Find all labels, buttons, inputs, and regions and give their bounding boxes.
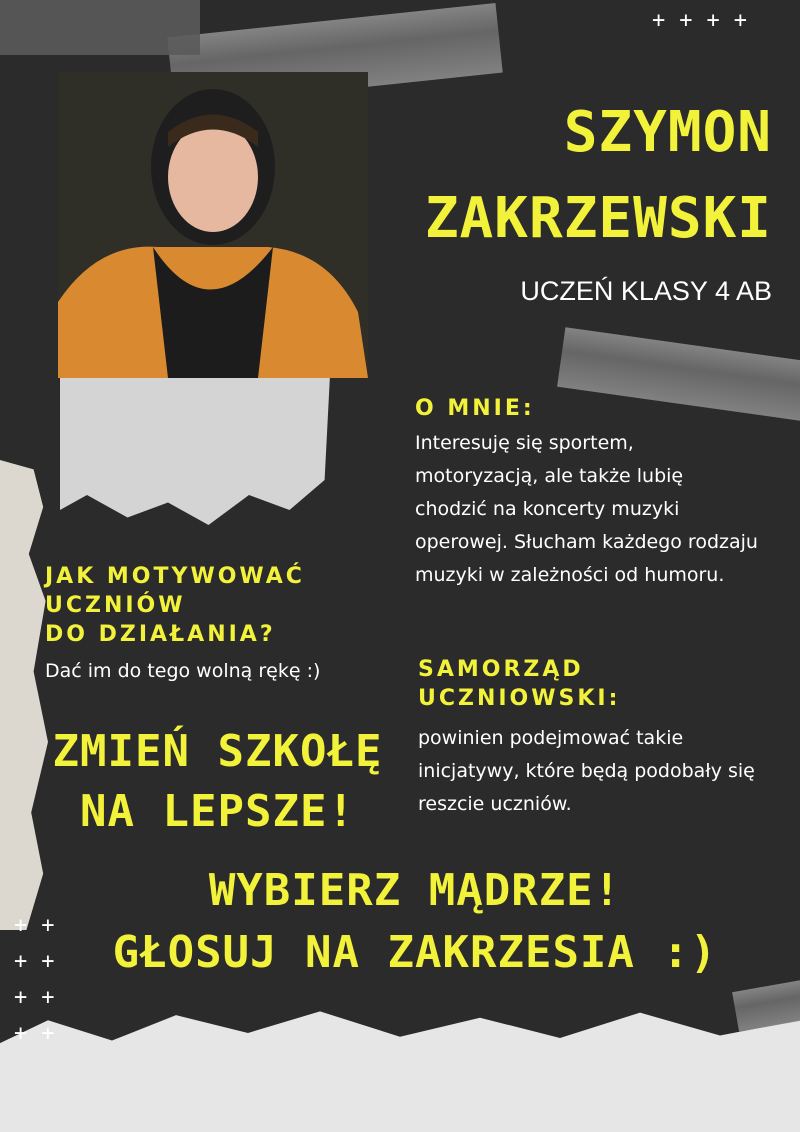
about-heading: O MNIE: [415, 396, 535, 421]
motivation-heading [45, 562, 305, 649]
motivation-heading-line: DO DZIAŁANIA? [45, 622, 276, 647]
final-call-line: WYBIERZ MĄDRZE! [208, 865, 622, 916]
council-text: powinien podejmować takie inicjatywy, które będą podobały się reszcie uczniów. [418, 727, 755, 815]
council-heading-line: UCZNIOWSKI: [418, 686, 621, 711]
plus-row: ++ [14, 985, 69, 1010]
slogan-line: ZMIEŃ SZKOŁĘ [52, 726, 383, 777]
council-heading-line: SAMORZĄD [418, 657, 584, 682]
council-heading [418, 655, 620, 713]
motivation-text: Dać im do tego wolną rękę :) [45, 660, 321, 682]
plus-row: ++ [14, 949, 69, 974]
motivation-heading-line: JAK MOTYWOWAĆ [45, 564, 305, 589]
candidate-photo [58, 72, 368, 378]
about-text: Interesuję się sportem, motoryzacją, ale także lubię chodzić na koncerty muzyki operowej. Słucham każdego rodzaju muzyki w zależności od humoru. [415, 432, 758, 586]
candidate-first-name: SZYMON [563, 100, 772, 165]
torn-paper-bottom [0, 1005, 800, 1132]
final-call [0, 860, 800, 984]
plus-row: ++ [14, 913, 69, 938]
torn-paper-under-photo [60, 375, 330, 525]
slogan [30, 722, 405, 842]
final-call-line: GŁOSUJ NA ZAKRZESIA :) [112, 927, 718, 978]
person-illustration [58, 72, 368, 378]
motivation-heading-line: UCZNIÓW [45, 593, 186, 618]
class-info: UCZEŃ KLASY 4 AB [520, 276, 772, 306]
tape-top-left [0, 0, 200, 55]
plus-decoration-top: ++++ [652, 8, 761, 33]
candidate-last-name: ZAKRZEWSKI [424, 186, 772, 251]
tape-right [557, 327, 800, 423]
slogan-line: NA LEPSZE! [80, 786, 355, 837]
plus-row: ++ [14, 1021, 69, 1046]
